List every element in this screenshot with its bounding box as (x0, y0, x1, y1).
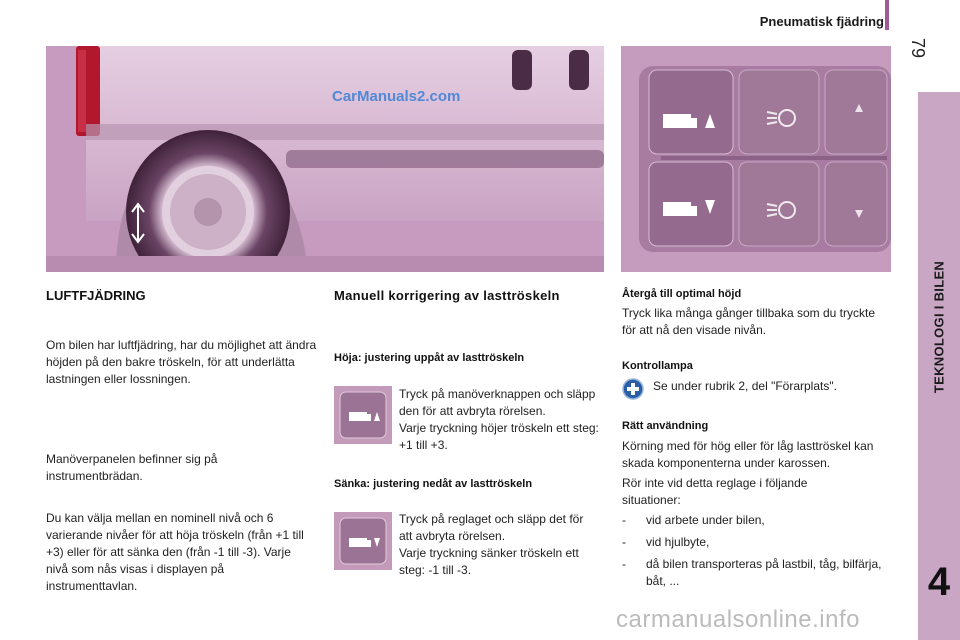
correct-use-heading: Rätt användning (622, 420, 709, 432)
list-item: - vid arbete under bilen, (622, 512, 886, 529)
plus-info-icon (622, 378, 644, 400)
intro-paragraph: Om bilen har luftfjädring, har du möjlighet att ändra höjden på den bakre tröskeln, för att underlätta lastningen eller lossningen. (46, 338, 317, 386)
situations-list (622, 512, 886, 595)
page-number: 79 (908, 38, 928, 59)
lower-step-info: Varje tryckning sänker tröskeln ett steg: -1 till -3. (399, 546, 579, 577)
site-watermark: CarManuals2.com (332, 88, 461, 105)
section-title-air-suspension: LUFTFJÄDRING (46, 288, 146, 303)
chapter-label (918, 92, 960, 562)
optimal-height-text: Tryck lika många gånger tillbaka som du tryckte för att nå den visade nivån. (622, 306, 875, 337)
chapter-number: 4 (927, 560, 951, 604)
lower-heading: Sänka: justering nedåt av lasttröskeln (334, 478, 533, 490)
correct-use-warning: Körning med för hög eller för låg lasttröskel kan skada komponenterna under karossen. (622, 439, 874, 470)
header-accent-bar (885, 0, 889, 30)
list-item: - då bilen transporteras på lastbil, tåg, bilfärja, båt, ... (622, 556, 886, 590)
section-title-manual-correction: Manuell korrigering av lasttröskeln (334, 288, 560, 303)
raise-step-info: Varje tryckning höjer tröskeln ett steg: +1 till +3. (399, 421, 599, 452)
panel-location-paragraph: Manöverpanelen befinner sig på instrumentbrädan. (46, 452, 218, 483)
optimal-height-heading: Återgå till optimal höjd (622, 288, 742, 300)
van-wheel-photo (46, 46, 604, 272)
raise-heading: Höja: justering uppåt av lasttröskeln (334, 352, 525, 364)
chapter-label-text: TEKNOLOGI I BILEN (931, 260, 947, 394)
lower-instruction: Tryck på reglaget och släpp det för att avbryta rörelsen. (399, 512, 584, 543)
levels-paragraph: Du kan välja mellan en nominell nivå och 6 varierande nivåer för att höja tröskeln (från +1 till +3) eller för att sänka den (från -1 till -3). Varje nivå som nås visas i displayen på instrumenttavlan. (46, 511, 304, 593)
correct-use-situations: Rör inte vid detta reglage i följande situationer: (622, 476, 808, 507)
warning-lamp-heading: Kontrollampa (622, 360, 693, 372)
raise-button-thumbnail (334, 386, 392, 444)
list-item: - vid hjulbyte, (622, 534, 886, 551)
lower-button-thumbnail (334, 512, 392, 570)
page-header-title: Pneumatisk fjädring (759, 14, 884, 29)
footer-watermark: carmanualsonline.info (616, 606, 860, 633)
warning-lamp-text: Se under rubrik 2, del "Förarplats". (653, 379, 837, 393)
raise-instruction: Tryck på manöverknappen och släpp den för att avbryta rörelsen. (399, 387, 596, 418)
control-panel-photo (621, 46, 891, 272)
